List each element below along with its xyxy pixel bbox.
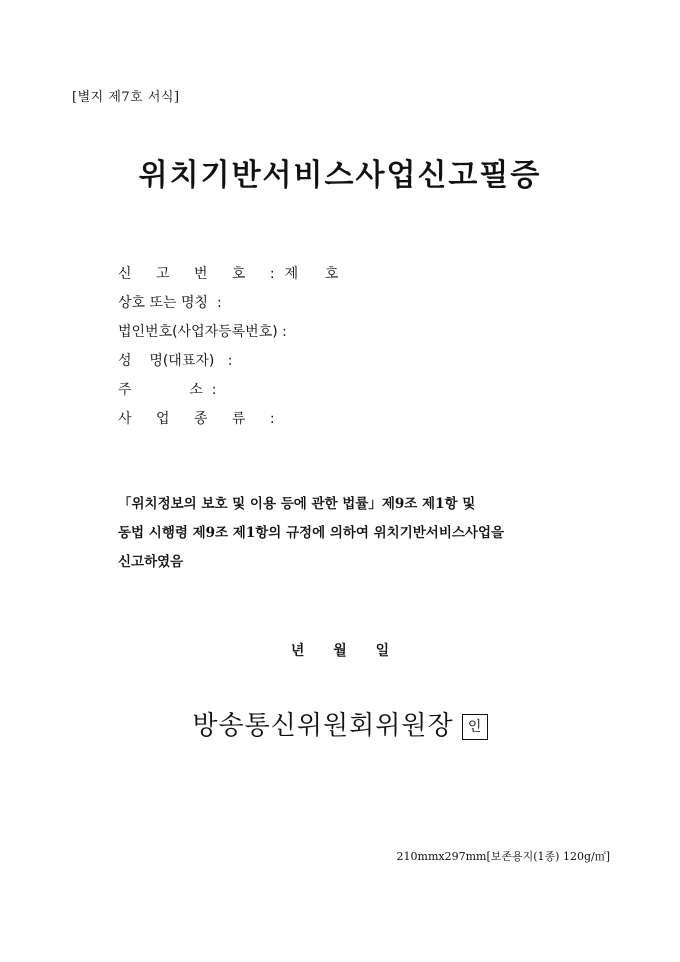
report-number-row: [118, 264, 338, 293]
address-label: 주 소 :: [118, 382, 217, 398]
statement-line-2: 동법 시행령 제9조 제1항의 규정에 의하여 위치기반서비스사업을: [118, 525, 505, 541]
date-month: 월: [333, 643, 347, 659]
business-type-label: 사 업 종 류 :: [118, 411, 285, 427]
document-title: 위치기반서비스사업신고필증: [138, 158, 542, 193]
representative-name-label: 성 명(대표자) :: [118, 353, 233, 369]
fields-section: [118, 264, 338, 438]
report-number-value: 제 호: [284, 266, 339, 282]
report-number-label: 신 고 번 호 :: [118, 266, 285, 282]
issuer-line: [0, 705, 680, 742]
certification-statement: [118, 490, 588, 577]
paper-spec: 210mmx297mm[보존용지(1종) 120g/㎡]: [396, 850, 610, 863]
corporate-number-label: 법인번호(사업자등록번호) :: [118, 324, 287, 340]
statement-line-1: 「위치정보의 보호 및 이용 등에 관한 법률」제9조 제1항 및: [118, 496, 476, 512]
date-line: [0, 640, 680, 660]
form-number-label: [별지 제7호 서식]: [72, 90, 180, 105]
company-name-label: 상호 또는 명칭 :: [118, 295, 222, 311]
date-day: 일: [375, 643, 390, 659]
statement-line-3: 신고하였음: [118, 554, 184, 570]
issuer-name: 방송통신위원회위원장: [192, 711, 454, 741]
seal-mark: 인: [462, 714, 488, 740]
date-year: 년: [290, 643, 305, 659]
